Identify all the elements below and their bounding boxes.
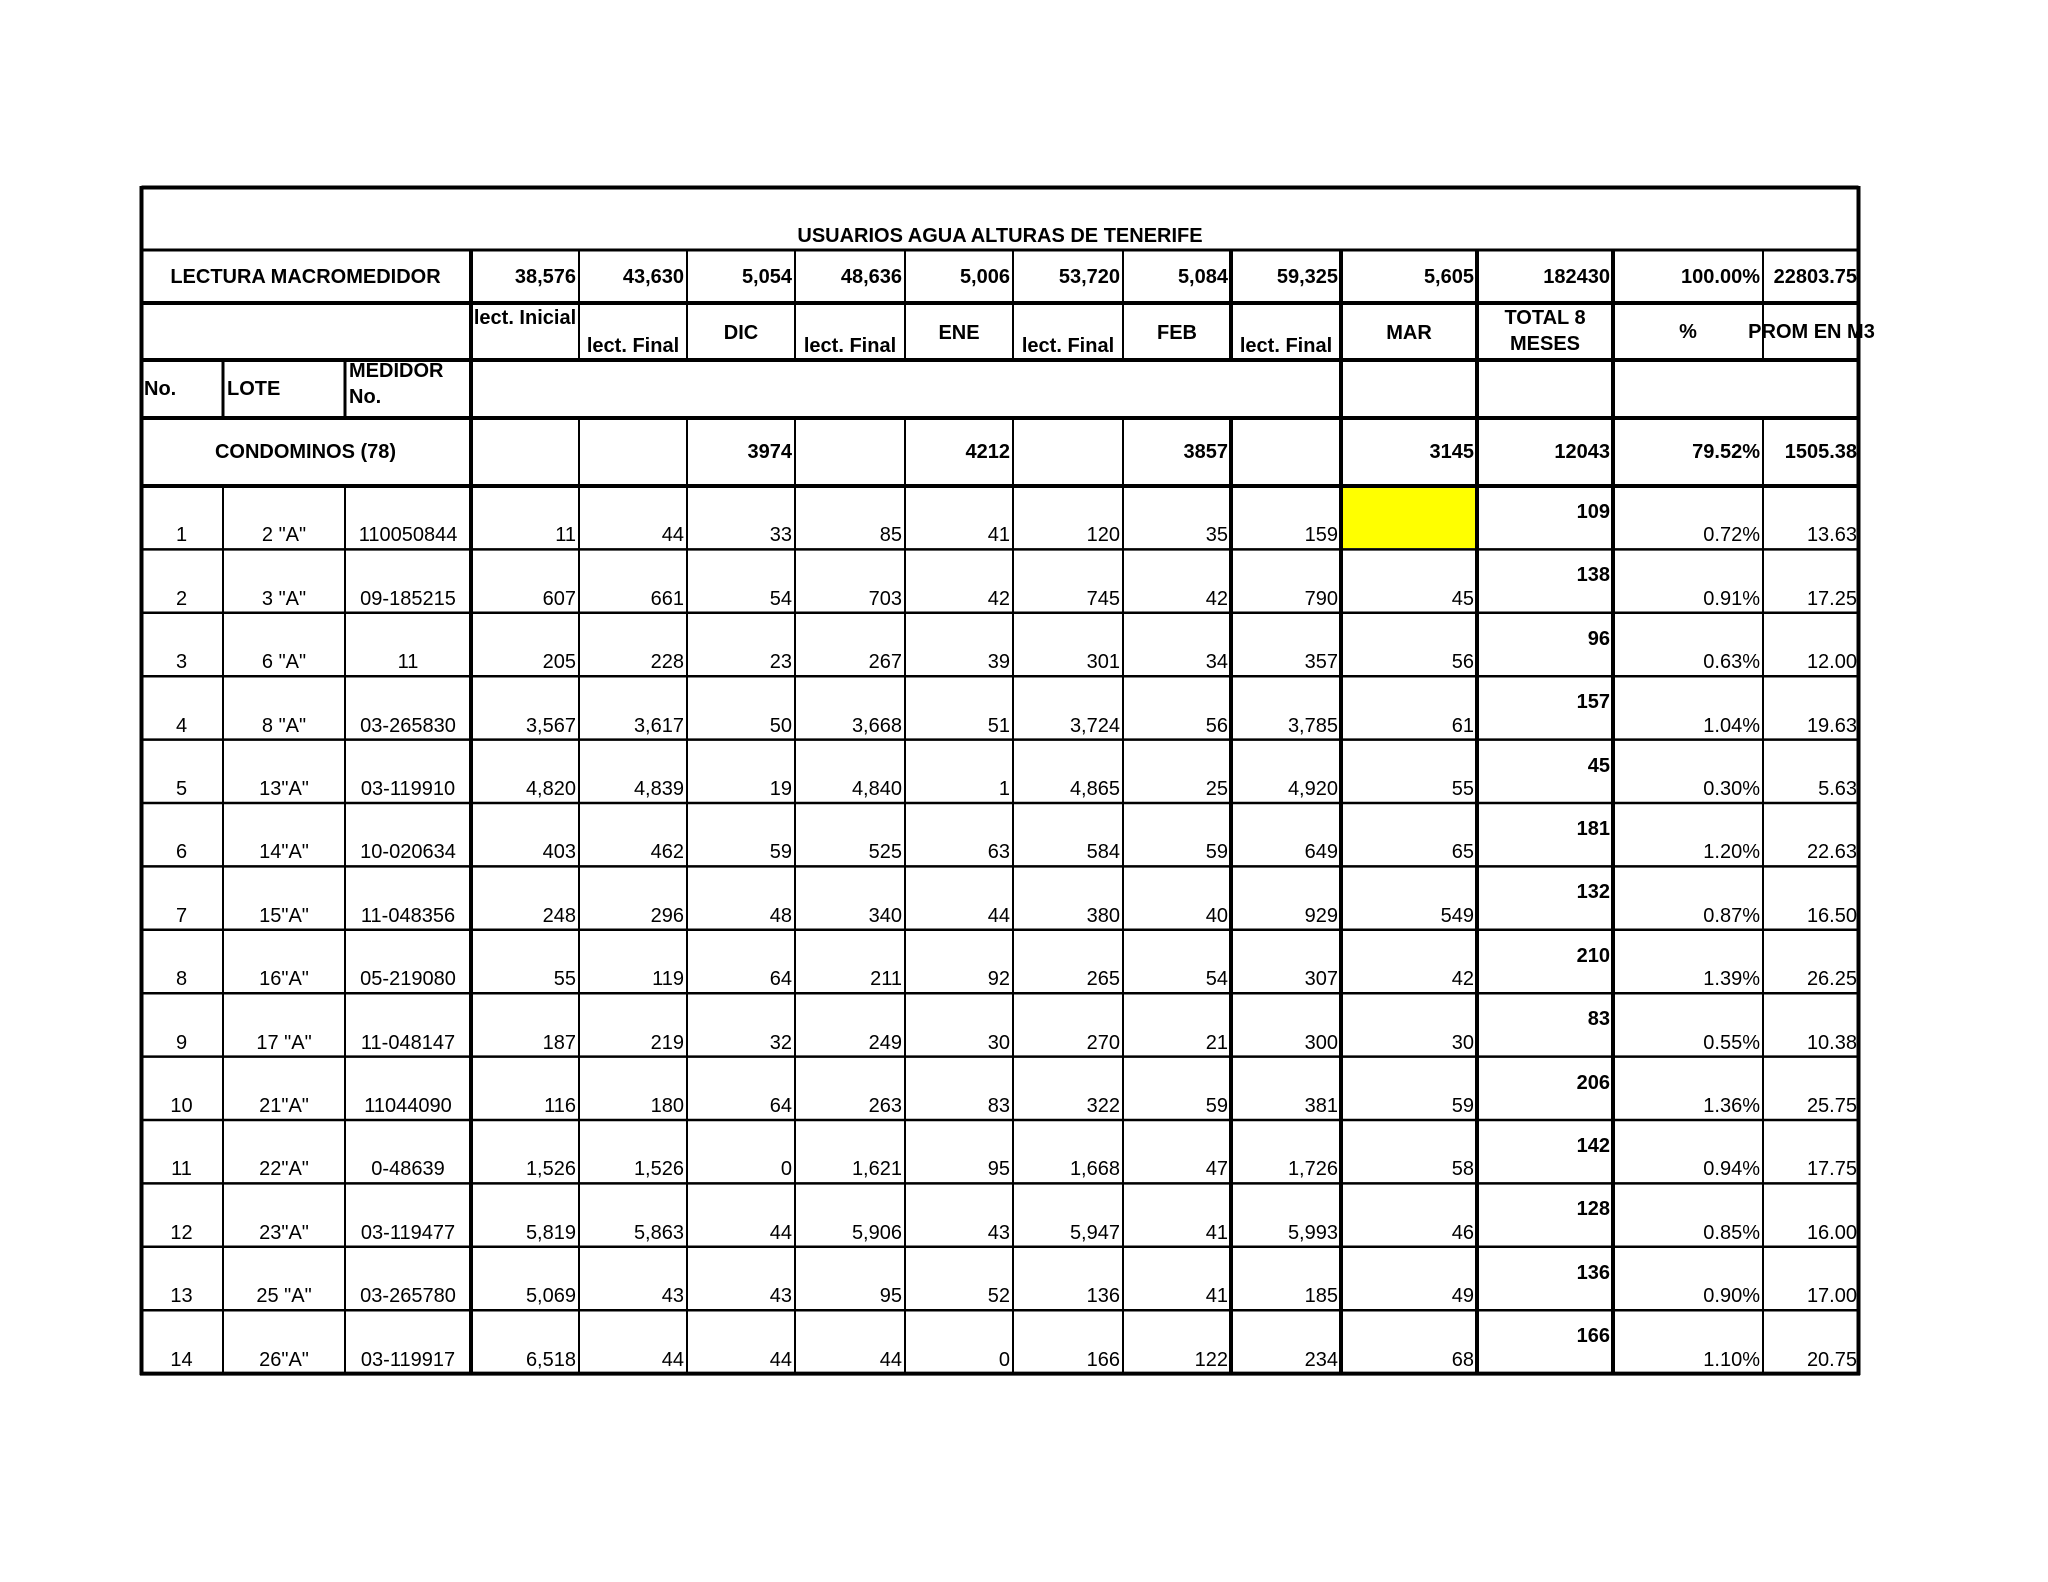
row-lect-final-ene: 1,668 <box>1069 1158 1120 1181</box>
row-prom: 10.38 <box>1806 1031 1857 1054</box>
row-mar: 68 <box>1451 1348 1474 1371</box>
water-usage-sheet <box>140 186 1875 1371</box>
row-lect-final-ene: 136 <box>1086 1285 1120 1308</box>
row-lect-inicial: 4,820 <box>525 777 576 800</box>
row-lect-final-ene: 4,865 <box>1069 777 1120 800</box>
row-ene: 51 <box>987 714 1010 737</box>
row-prom: 17.75 <box>1806 1158 1857 1181</box>
row-no: 14 <box>170 1348 193 1371</box>
row-ene: 42 <box>987 587 1010 610</box>
row-lote: 23"A" <box>259 1221 309 1244</box>
row-medidor: 10-020634 <box>360 841 456 864</box>
row-lote: 2 "A" <box>261 524 307 547</box>
row-medidor: 05-219080 <box>360 968 456 991</box>
row-lect-final: 44 <box>661 1348 684 1371</box>
row-lote: 25 "A" <box>256 1285 312 1308</box>
row-ene: 43 <box>987 1221 1010 1244</box>
row-percent: 0.94% <box>1703 1158 1760 1181</box>
row-no: 7 <box>175 904 188 927</box>
row-no: 8 <box>175 968 188 991</box>
row-feb: 41 <box>1205 1285 1228 1308</box>
row-lect-inicial: 55 <box>553 968 576 991</box>
header-percent: % <box>1679 320 1697 343</box>
row-ene: 63 <box>987 841 1010 864</box>
row-prom: 12.00 <box>1806 651 1857 674</box>
row-no: 2 <box>175 587 188 610</box>
row-lect-final: 119 <box>652 968 684 991</box>
row-percent: 0.85% <box>1703 1221 1760 1244</box>
row-prom: 16.00 <box>1806 1221 1857 1244</box>
row-percent: 0.90% <box>1703 1285 1760 1308</box>
row-lect-inicial: 1,526 <box>525 1158 576 1181</box>
row-mar: 56 <box>1451 651 1474 674</box>
row-lect-final: 228 <box>650 651 684 674</box>
row-lote: 16"A" <box>259 968 309 991</box>
row-lect-final-feb: 357 <box>1304 651 1338 674</box>
row-lect-final-ene: 5,947 <box>1069 1221 1120 1244</box>
row-lote: 21"A" <box>259 1094 309 1117</box>
row-lect-inicial: 248 <box>542 904 576 927</box>
row-total: 166 <box>1576 1325 1610 1348</box>
row-feb: 40 <box>1205 904 1228 927</box>
row-lect-final: 43 <box>661 1285 684 1308</box>
row-percent: 1.39% <box>1703 968 1760 991</box>
row-lect-inicial: 6,518 <box>525 1348 576 1371</box>
row-lect-final-ene: 265 <box>1086 968 1120 991</box>
row-ene: 95 <box>987 1158 1010 1181</box>
macro-value: 5,084 <box>1177 265 1228 288</box>
row-feb: 59 <box>1205 1094 1228 1117</box>
row-lect-final-ene: 584 <box>1086 841 1120 864</box>
row-total: 181 <box>1576 818 1610 840</box>
row-lect-final-feb: 790 <box>1304 587 1338 610</box>
row-lect-final-feb: 649 <box>1304 841 1338 864</box>
row-lote: 15"A" <box>259 904 309 927</box>
row-no: 1 <box>175 524 188 547</box>
row-feb: 54 <box>1205 968 1228 991</box>
row-lect-final-dic: 703 <box>868 587 902 610</box>
header-ene: ENE <box>938 322 980 344</box>
row-lect-final-ene: 270 <box>1086 1031 1120 1054</box>
row-lect-final-ene: 301 <box>1086 651 1120 674</box>
row-lect-inicial: 607 <box>542 587 576 610</box>
row-lect-final-feb: 929 <box>1304 904 1338 927</box>
row-ene: 52 <box>987 1285 1010 1308</box>
row-dic: 54 <box>769 587 792 610</box>
row-lect-final: 219 <box>650 1031 684 1054</box>
row-lote: 6 "A" <box>261 651 307 674</box>
row-lect-final: 3,617 <box>633 714 684 737</box>
row-feb: 56 <box>1205 714 1228 737</box>
row-medidor: 0-48639 <box>371 1158 445 1181</box>
row-ene: 39 <box>987 651 1010 674</box>
row-lote: 17 "A" <box>256 1031 312 1054</box>
row-mar: 58 <box>1451 1158 1474 1181</box>
condominos-feb: 3857 <box>1183 441 1228 463</box>
row-mar: 45 <box>1451 587 1474 610</box>
row-lote: 3 "A" <box>261 587 307 610</box>
row-prom: 25.75 <box>1806 1094 1857 1117</box>
header-medidor: MEDIDOR No. <box>349 360 444 408</box>
row-mar: 65 <box>1451 841 1474 864</box>
row-mar: 55 <box>1451 777 1474 800</box>
row-no: 5 <box>175 777 188 800</box>
row-lect-inicial: 116 <box>544 1094 576 1117</box>
row-dic: 59 <box>769 841 792 864</box>
row-prom: 20.75 <box>1806 1348 1857 1371</box>
row-lect-final: 661 <box>650 587 684 610</box>
row-medidor: 03-119477 <box>360 1221 456 1244</box>
row-lect-final-dic: 340 <box>868 904 902 927</box>
macro-value: 100.00% <box>1681 265 1760 288</box>
row-dic: 32 <box>769 1031 792 1054</box>
row-percent: 1.36% <box>1703 1094 1760 1117</box>
row-feb: 21 <box>1205 1031 1228 1054</box>
row-feb: 35 <box>1205 524 1228 547</box>
row-total: 132 <box>1576 881 1610 904</box>
row-lect-final-feb: 159 <box>1304 524 1338 547</box>
row-lect-inicial: 11 <box>555 524 576 547</box>
row-dic: 64 <box>769 968 792 991</box>
condominos-label: CONDOMINOS (78) <box>214 441 397 463</box>
row-no: 12 <box>170 1221 193 1244</box>
row-total: 157 <box>1576 691 1610 714</box>
row-lect-final-dic: 1,621 <box>851 1158 902 1181</box>
row-medidor: 09-185215 <box>360 587 456 610</box>
row-dic: 44 <box>769 1221 792 1244</box>
row-percent: 0.91% <box>1703 587 1760 610</box>
row-lect-final: 462 <box>650 841 684 864</box>
macro-value: 53,720 <box>1058 265 1120 288</box>
row-percent: 0.30% <box>1703 777 1760 800</box>
row-lect-final-feb: 307 <box>1304 968 1338 991</box>
row-ene: 0 <box>998 1348 1010 1371</box>
row-lect-final: 44 <box>661 524 684 547</box>
macro-value: 43,630 <box>622 265 684 288</box>
row-medidor: 03-119917 <box>360 1348 456 1371</box>
macro-value: 5,605 <box>1423 265 1474 288</box>
row-lect-inicial: 5,069 <box>525 1285 576 1308</box>
row-mar: 30 <box>1451 1031 1474 1054</box>
row-mar <box>1341 486 1477 549</box>
row-ene: 41 <box>987 524 1010 547</box>
row-no: 13 <box>170 1285 193 1308</box>
row-lect-final: 180 <box>650 1094 684 1117</box>
row-ene: 83 <box>987 1094 1010 1117</box>
header-prom: PROM EN M3 <box>1748 320 1875 343</box>
row-prom: 5.63 <box>1818 777 1857 800</box>
macro-value: 48,636 <box>840 265 902 288</box>
row-feb: 25 <box>1205 777 1228 800</box>
macro-value: 59,325 <box>1276 265 1338 288</box>
row-lect-final-feb: 300 <box>1304 1031 1338 1054</box>
condominos-total: 12043 <box>1554 441 1610 463</box>
row-dic: 48 <box>769 904 792 927</box>
row-lote: 13"A" <box>259 777 309 800</box>
row-medidor: 110050844 <box>358 524 458 547</box>
macro-value: 38,576 <box>514 265 576 288</box>
row-lect-final-dic: 525 <box>868 841 902 864</box>
row-medidor: 11044090 <box>364 1094 452 1117</box>
row-no: 10 <box>170 1094 193 1117</box>
row-feb: 59 <box>1205 841 1228 864</box>
macro-value: 5,054 <box>741 265 792 288</box>
row-feb: 41 <box>1205 1221 1228 1244</box>
condominos-ene: 4212 <box>965 441 1010 463</box>
row-lect-final: 296 <box>650 904 684 927</box>
row-percent: 0.55% <box>1703 1031 1760 1054</box>
row-lect-final-dic: 44 <box>879 1348 902 1371</box>
row-mar: 49 <box>1451 1285 1474 1308</box>
header-total: TOTAL 8 MESES <box>1504 307 1586 355</box>
row-dic: 50 <box>769 714 792 737</box>
row-lect-final-ene: 166 <box>1086 1348 1120 1371</box>
row-prom: 17.00 <box>1806 1285 1857 1308</box>
row-dic: 23 <box>769 651 792 674</box>
row-lect-final-dic: 95 <box>879 1285 902 1308</box>
row-lect-final-dic: 3,668 <box>851 714 902 737</box>
row-lect-inicial: 187 <box>542 1031 576 1054</box>
row-lect-final-feb: 1,726 <box>1287 1158 1338 1181</box>
row-lect-final: 4,839 <box>633 777 684 800</box>
row-percent: 0.63% <box>1703 651 1760 674</box>
row-lect-final-dic: 263 <box>868 1094 902 1117</box>
row-ene: 1 <box>998 777 1010 800</box>
row-lect-final-ene: 3,724 <box>1069 714 1120 737</box>
row-no: 3 <box>175 651 188 674</box>
row-mar: 549 <box>1440 904 1474 927</box>
row-mar: 46 <box>1451 1221 1474 1244</box>
row-lect-final-dic: 85 <box>879 524 902 547</box>
row-lect-inicial: 5,819 <box>525 1221 576 1244</box>
row-lect-final-ene: 745 <box>1086 587 1120 610</box>
sheet-title: USUARIOS AGUA ALTURAS DE TENERIFE <box>797 225 1203 247</box>
row-ene: 30 <box>987 1031 1010 1054</box>
macro-label: LECTURA MACROMEDIDOR <box>170 265 441 288</box>
row-mar: 42 <box>1451 968 1474 991</box>
row-medidor: 11-048356 <box>360 904 456 927</box>
header-mar: MAR <box>1386 322 1432 344</box>
header-lect-final: lect. Final <box>586 335 680 357</box>
header-lote: LOTE <box>227 378 281 400</box>
header-feb: FEB <box>1157 322 1197 344</box>
row-dic: 19 <box>769 777 792 800</box>
row-feb: 34 <box>1205 651 1228 674</box>
row-dic: 0 <box>780 1158 792 1181</box>
row-dic: 64 <box>769 1094 792 1117</box>
row-lect-inicial: 3,567 <box>525 714 576 737</box>
row-prom: 26.25 <box>1806 968 1857 991</box>
header-lect-final: lect. Final <box>803 335 897 357</box>
row-lote: 8 "A" <box>261 714 307 737</box>
row-prom: 19.63 <box>1806 714 1857 737</box>
row-percent: 0.87% <box>1703 904 1760 927</box>
row-medidor: 11-048147 <box>360 1031 456 1054</box>
row-lect-final-dic: 267 <box>868 651 902 674</box>
row-total: 142 <box>1576 1135 1610 1157</box>
row-lect-final-feb: 5,993 <box>1287 1221 1338 1244</box>
row-feb: 42 <box>1205 587 1228 610</box>
row-prom: 22.63 <box>1806 841 1857 864</box>
row-lect-final-dic: 211 <box>870 968 902 991</box>
row-lect-final-ene: 380 <box>1086 904 1120 927</box>
row-no: 4 <box>175 714 188 737</box>
row-ene: 44 <box>987 904 1010 927</box>
row-lote: 26"A" <box>259 1348 309 1371</box>
row-medidor: 11 <box>397 651 419 674</box>
row-dic: 33 <box>769 524 792 547</box>
row-lect-final-feb: 3,785 <box>1287 714 1338 737</box>
macro-value: 22803.75 <box>1773 265 1857 288</box>
row-lect-final-ene: 322 <box>1086 1094 1120 1117</box>
row-percent: 1.04% <box>1703 714 1760 737</box>
row-ene: 92 <box>987 968 1010 991</box>
condominos-mar: 3145 <box>1429 441 1474 463</box>
header-dic: DIC <box>723 322 759 344</box>
row-dic: 44 <box>769 1348 792 1371</box>
row-prom: 17.25 <box>1806 587 1857 610</box>
row-total: 83 <box>1587 1008 1610 1031</box>
row-lect-final-dic: 249 <box>868 1031 902 1054</box>
row-total: 45 <box>1587 754 1610 777</box>
row-lect-inicial: 205 <box>542 651 576 674</box>
row-lect-final-dic: 4,840 <box>851 777 902 800</box>
row-lect-final-feb: 185 <box>1304 1285 1338 1308</box>
row-total: 138 <box>1576 564 1610 587</box>
row-total: 206 <box>1576 1071 1610 1094</box>
row-lect-final-ene: 120 <box>1086 524 1120 547</box>
row-mar: 59 <box>1451 1094 1474 1117</box>
row-medidor: 03-265830 <box>360 714 456 737</box>
header-lect-final: lect. Final <box>1239 335 1333 357</box>
row-total: 96 <box>1587 627 1610 650</box>
row-no: 6 <box>175 841 188 864</box>
condominos-pct: 79.52% <box>1692 441 1760 463</box>
row-medidor: 03-119910 <box>360 777 456 800</box>
condominos-dic: 3974 <box>747 441 792 463</box>
header-no: No. <box>144 378 177 400</box>
header-lect-inicial: lect. Inicial <box>473 307 577 329</box>
row-lote: 22"A" <box>259 1158 309 1181</box>
row-feb: 47 <box>1205 1158 1228 1181</box>
condominos-prom: 1505.38 <box>1784 441 1857 463</box>
row-percent: 0.72% <box>1703 524 1760 547</box>
row-total: 128 <box>1576 1198 1610 1221</box>
row-prom: 16.50 <box>1806 904 1857 927</box>
row-feb: 122 <box>1194 1348 1228 1371</box>
row-lect-final: 1,526 <box>633 1158 684 1181</box>
macro-value: 5,006 <box>959 265 1010 288</box>
header-lect-final: lect. Final <box>1021 335 1115 357</box>
row-lect-final-dic: 5,906 <box>851 1221 902 1244</box>
row-dic: 43 <box>769 1285 792 1308</box>
row-total: 210 <box>1576 944 1610 967</box>
row-total: 136 <box>1576 1261 1610 1284</box>
row-lect-final-feb: 381 <box>1304 1094 1338 1117</box>
row-percent: 1.20% <box>1703 841 1760 864</box>
row-no: 9 <box>175 1031 188 1054</box>
row-lect-final-feb: 234 <box>1304 1348 1338 1371</box>
row-lect-final: 5,863 <box>633 1221 684 1244</box>
row-lect-inicial: 403 <box>542 841 576 864</box>
row-no: 11 <box>171 1158 192 1181</box>
row-medidor: 03-265780 <box>360 1285 456 1308</box>
row-total: 109 <box>1576 501 1610 523</box>
row-lect-final-feb: 4,920 <box>1287 777 1338 800</box>
macro-value: 182430 <box>1543 265 1610 288</box>
row-mar: 61 <box>1451 714 1474 737</box>
row-percent: 1.10% <box>1703 1348 1760 1371</box>
row-lote: 14"A" <box>259 841 309 864</box>
row-prom: 13.63 <box>1806 524 1857 547</box>
